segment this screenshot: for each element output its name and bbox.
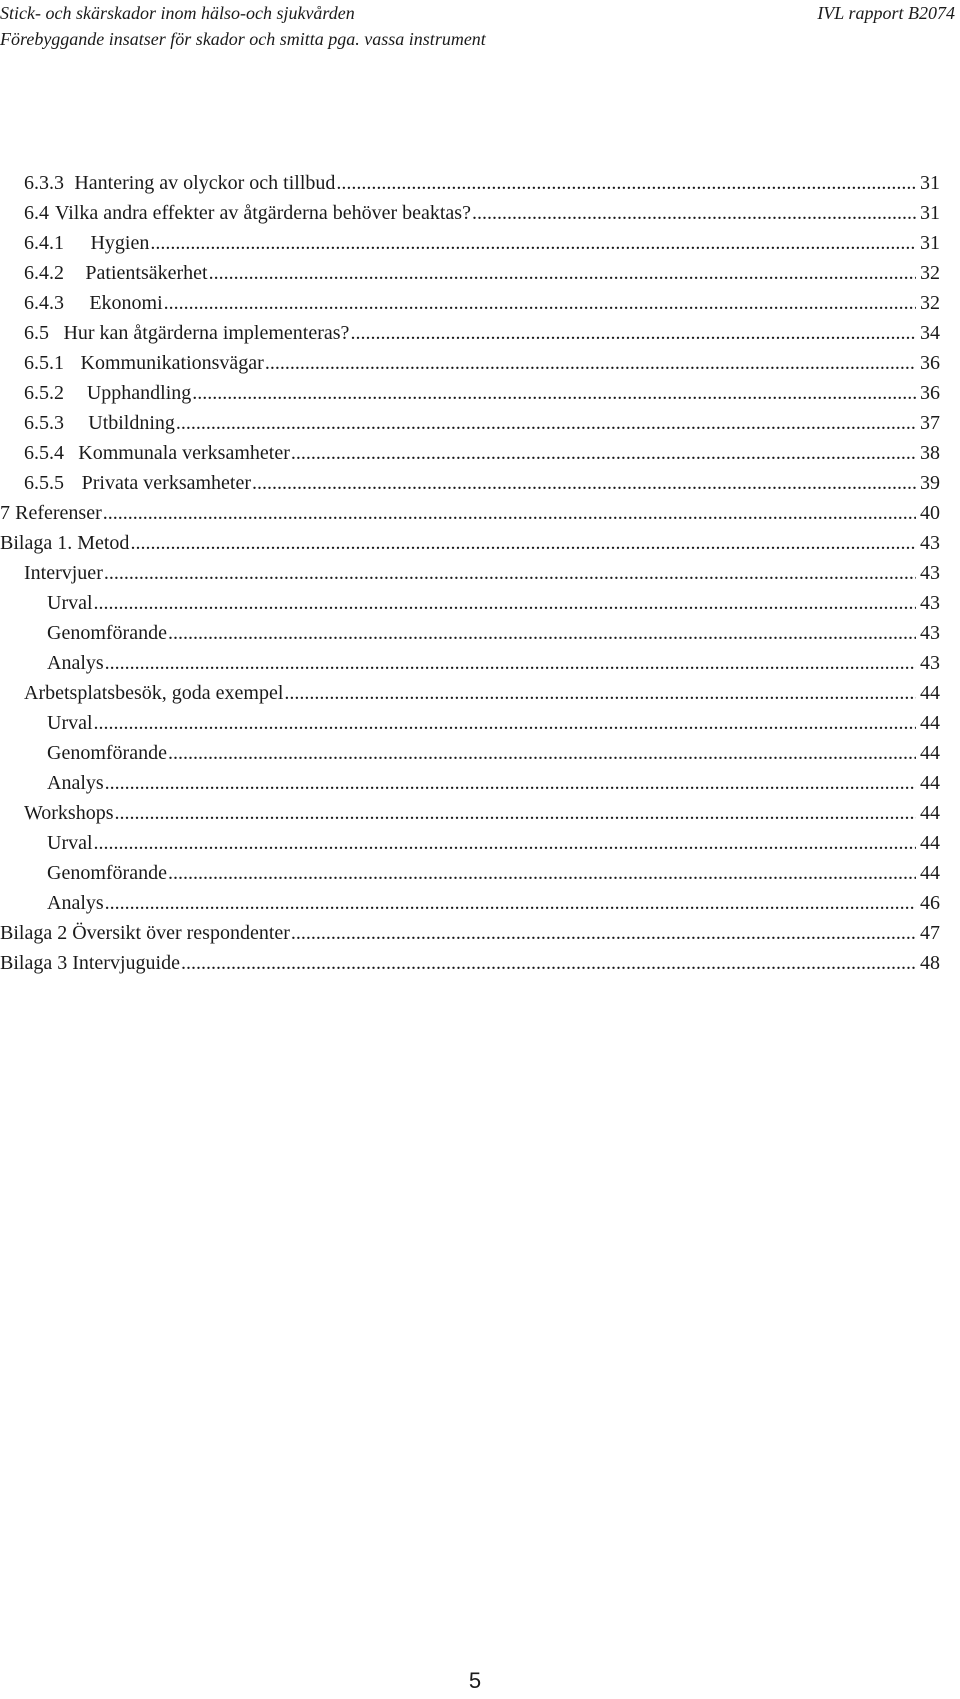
toc-dot-leader — [472, 198, 916, 228]
toc-entry-title: Analys — [47, 772, 104, 794]
report-subtitle: Förebyggande insatser för skador och smitta pga. vassa instrument — [0, 29, 486, 49]
toc-dot-leader — [176, 408, 916, 438]
toc-dot-leader — [94, 828, 916, 858]
toc-entry-title: Upphandling — [86, 382, 192, 404]
toc-entry-number: 6.5.5 — [24, 472, 64, 494]
toc-entry-page: 37 — [920, 412, 940, 434]
table-of-contents — [0, 168, 940, 978]
toc-entry-title: Intervjuer — [24, 562, 103, 584]
toc-entry[interactable] — [0, 408, 940, 438]
toc-entry[interactable] — [0, 468, 940, 498]
toc-entry-number: 6.5.3 — [24, 412, 64, 434]
toc-entry-title: Vilka andra effekter av åtgärderna behöver beaktas? — [54, 202, 471, 224]
toc-entry[interactable] — [0, 588, 940, 618]
toc-entry-page: 43 — [920, 622, 940, 644]
toc-entry-page: 43 — [920, 592, 940, 614]
toc-entry-page: 44 — [920, 712, 940, 734]
toc-entry-page: 36 — [920, 382, 940, 404]
toc-entry-title: Referenser — [15, 502, 102, 524]
toc-entry-page: 46 — [920, 892, 940, 914]
toc-dot-leader — [164, 288, 916, 318]
toc-entry-number: 6.4 — [24, 202, 49, 224]
toc-dot-leader — [105, 768, 916, 798]
toc-entry-title: Workshops — [24, 802, 114, 824]
toc-entry-title: Analys — [47, 652, 104, 674]
toc-entry-page: 31 — [920, 202, 940, 224]
toc-entry[interactable] — [0, 168, 940, 198]
toc-entry[interactable] — [0, 318, 940, 348]
toc-entry-title: Kommunikationsvägar — [80, 352, 264, 374]
toc-entry[interactable] — [0, 738, 940, 768]
toc-entry-page: 48 — [920, 952, 940, 974]
toc-entry-page: 44 — [920, 832, 940, 854]
toc-entry-page: 40 — [920, 502, 940, 524]
toc-entry-title: Urval — [47, 832, 93, 854]
toc-dot-leader — [336, 168, 916, 198]
toc-entry-page: 44 — [920, 742, 940, 764]
toc-entry-page: 32 — [920, 262, 940, 284]
toc-dot-leader — [94, 588, 916, 618]
toc-entry-number: 7 — [0, 502, 10, 524]
toc-dot-leader — [209, 258, 916, 288]
toc-dot-leader — [291, 918, 916, 948]
toc-entry-page: 32 — [920, 292, 940, 314]
toc-entry-title: Genomförande — [47, 862, 167, 884]
toc-dot-leader — [150, 228, 916, 258]
page-number: 5 — [468, 1668, 482, 1693]
toc-entry[interactable] — [0, 858, 940, 888]
toc-dot-leader — [284, 678, 916, 708]
toc-entry[interactable] — [0, 828, 940, 858]
toc-dot-leader — [168, 738, 916, 768]
toc-entry[interactable] — [0, 438, 940, 468]
toc-entry-title: Hur kan åtgärderna implementeras? — [63, 322, 350, 344]
toc-entry-number: 6.5.1 — [24, 352, 64, 374]
toc-entry-page: 34 — [920, 322, 940, 344]
toc-entry-title: Ekonomi — [89, 292, 163, 314]
toc-entry[interactable] — [0, 768, 940, 798]
toc-entry[interactable] — [0, 528, 940, 558]
toc-entry[interactable] — [0, 678, 940, 708]
toc-dot-leader — [265, 348, 916, 378]
toc-entry[interactable] — [0, 228, 940, 258]
toc-entry-number: 6.4.3 — [24, 292, 64, 314]
toc-entry-title: Utbildning — [88, 412, 175, 434]
toc-entry-title: Analys — [47, 892, 104, 914]
toc-entry-number: 6.5.2 — [24, 382, 64, 404]
header-left — [0, 0, 486, 52]
toc-entry-page: 39 — [920, 472, 940, 494]
toc-entry-title: Hygien — [90, 232, 150, 254]
toc-entry-page: 43 — [920, 532, 940, 554]
toc-entry-page: 31 — [920, 232, 940, 254]
toc-entry[interactable] — [0, 558, 940, 588]
toc-entry[interactable] — [0, 618, 940, 648]
toc-entry-title: Bilaga 1. Metod — [0, 532, 130, 554]
toc-dot-leader — [350, 318, 916, 348]
toc-dot-leader — [115, 798, 916, 828]
toc-dot-leader — [103, 498, 916, 528]
toc-entry-title: Urval — [47, 712, 93, 734]
toc-entry[interactable] — [0, 708, 940, 738]
toc-entry[interactable] — [0, 288, 940, 318]
toc-entry[interactable] — [0, 498, 940, 528]
toc-entry-number: 6.4.2 — [24, 262, 64, 284]
toc-entry-page: 38 — [920, 442, 940, 464]
toc-dot-leader — [130, 528, 916, 558]
toc-entry-title: Privata verksamheter — [81, 472, 252, 494]
toc-entry-title: Bilaga 2 Översikt över respondenter — [0, 922, 290, 944]
toc-entry[interactable] — [0, 648, 940, 678]
toc-entry-title: Urval — [47, 592, 93, 614]
toc-entry-title: Bilaga 3 Intervjuguide — [0, 952, 180, 974]
toc-entry-page: 43 — [920, 652, 940, 674]
toc-entry[interactable] — [0, 948, 940, 978]
toc-dot-leader — [94, 708, 916, 738]
toc-dot-leader — [105, 648, 916, 678]
toc-entry-page: 44 — [920, 682, 940, 704]
toc-entry-page: 31 — [920, 172, 940, 194]
page-header — [0, 0, 960, 52]
toc-dot-leader — [291, 438, 916, 468]
toc-entry[interactable] — [0, 378, 940, 408]
toc-entry-title: Genomförande — [47, 742, 167, 764]
toc-entry-number: 6.5.4 — [24, 442, 64, 464]
toc-dot-leader — [252, 468, 916, 498]
toc-entry-title: Kommunala verksamheter — [78, 442, 290, 464]
toc-entry-page: 36 — [920, 352, 940, 374]
toc-entry-number: 6.5 — [24, 322, 49, 344]
toc-entry[interactable] — [0, 258, 940, 288]
toc-entry[interactable] — [0, 918, 940, 948]
toc-dot-leader — [105, 888, 916, 918]
toc-dot-leader — [104, 558, 916, 588]
toc-entry[interactable] — [0, 198, 940, 228]
toc-entry-page: 47 — [920, 922, 940, 944]
toc-entry-title: Genomförande — [47, 622, 167, 644]
toc-entry-title: Patientsäkerhet — [85, 262, 208, 284]
toc-entry-page: 43 — [920, 562, 940, 584]
toc-entry-page: 44 — [920, 772, 940, 794]
toc-entry-title: Hantering av olyckor och tillbud — [74, 172, 336, 194]
report-number: IVL rapport B2074 — [817, 3, 955, 23]
toc-dot-leader — [168, 858, 916, 888]
toc-entry[interactable] — [0, 348, 940, 378]
toc-entry[interactable] — [0, 888, 940, 918]
toc-entry-page: 44 — [920, 862, 940, 884]
toc-entry[interactable] — [0, 798, 940, 828]
toc-dot-leader — [181, 948, 916, 978]
report-title: Stick- och skärskador inom hälso-och sjukvården — [0, 3, 355, 23]
toc-entry-title: Arbetsplatsbesök, goda exempel — [24, 682, 284, 704]
toc-entry-number: 6.3.3 — [24, 172, 64, 194]
toc-entry-number: 6.4.1 — [24, 232, 64, 254]
toc-dot-leader — [168, 618, 916, 648]
toc-dot-leader — [192, 378, 916, 408]
toc-entry-page: 44 — [920, 802, 940, 824]
